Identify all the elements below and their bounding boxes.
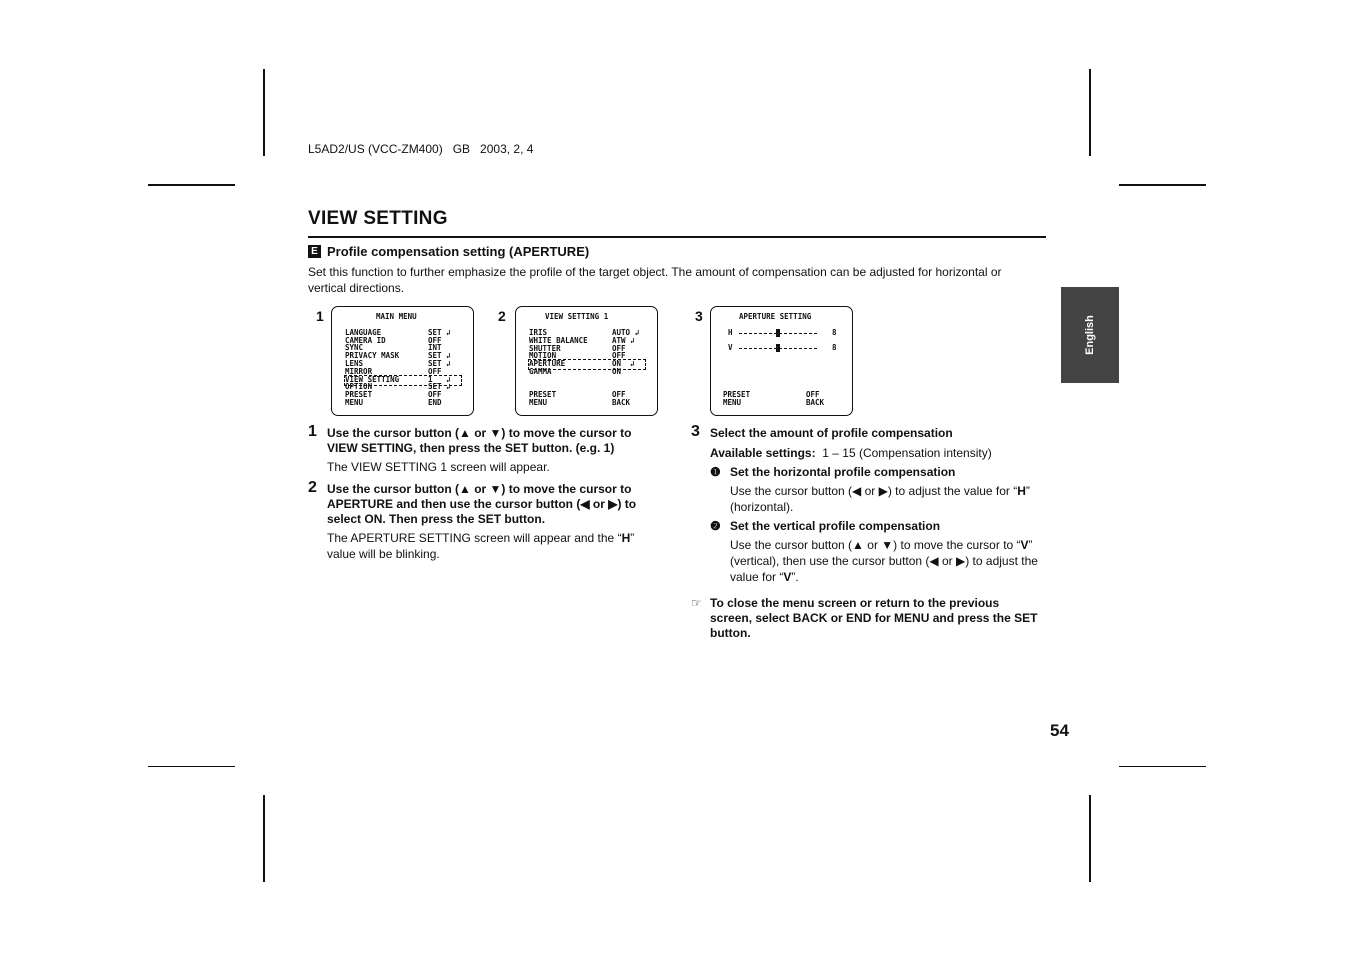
substep-1 (710, 465, 1046, 515)
step-instruction: Use the cursor button (▲ or ▼) to move the cursor to APERTURE and then use the cursor button (◀ or ▶) to select ON. Then press the SET button. (327, 482, 637, 526)
page-title: VIEW SETTING (308, 208, 448, 229)
menu-label: PRESET (723, 390, 751, 399)
v-level-marker (776, 344, 780, 352)
note (691, 596, 1041, 641)
substep-title: Set the vertical profile compensation (730, 519, 941, 533)
step-instruction: Use the cursor button (▲ or ▼) to move the cursor to VIEW SETTING, then press the SET button. (e.g. 1) (327, 426, 632, 455)
section-heading-text: Profile compensation setting (APERTURE) (327, 244, 590, 259)
step-3 (691, 423, 1046, 585)
menu-label: MENU (529, 398, 548, 407)
menu-label: CAMERA ID (345, 336, 386, 345)
step-1 (308, 423, 648, 475)
menu-label: SHUTTER (529, 344, 561, 353)
step-number: 2 (308, 479, 317, 496)
crop-mark (148, 184, 235, 186)
menu-value: ON ↲ (612, 359, 635, 368)
substep-text: Use the cursor button (▲ or ▼) to move the cursor to “V” (vertical), then use the cursor button (◀ or ▶) to adjust the value for “V”. (730, 538, 1038, 584)
crop-mark (148, 766, 235, 767)
menu-label: LANGUAGE (345, 328, 382, 337)
menu-label: MIRROR (345, 367, 373, 376)
menu-value: OFF (428, 336, 442, 345)
step-note: The VIEW SETTING 1 screen will appear. (327, 460, 550, 474)
menu-value: SET ↲ (428, 359, 451, 368)
screen-number: 3 (695, 308, 703, 324)
screen-number: 2 (498, 308, 506, 324)
menu-label: IRIS (529, 328, 548, 337)
screen-title: MAIN MENU (376, 312, 417, 321)
section-letter-badge: E (308, 245, 321, 258)
step-instruction: Select the amount of profile compensation (710, 426, 953, 440)
h-level-marker (776, 329, 780, 337)
step-number: 1 (308, 423, 317, 440)
menu-value: OFF (612, 344, 626, 353)
screen-title: APERTURE SETTING (739, 312, 812, 321)
menu-label: OPTION (345, 382, 373, 391)
note-text: To close the menu screen or return to the previous screen, select BACK or END for MENU and press the SET button. (710, 596, 1038, 640)
menu-label: PRESET (345, 390, 373, 399)
menu-value: BACK (612, 398, 631, 407)
menu-value: BACK (806, 398, 825, 407)
menu-label: WHITE BALANCE (529, 336, 588, 345)
substep-number: ❷ (710, 519, 721, 533)
menu-value: ON (612, 367, 622, 376)
menu-value: 1 ↲ (428, 375, 451, 384)
screen-number: 1 (316, 308, 324, 324)
pointing-hand-icon: ☞ (691, 596, 702, 610)
menu-label: VIEW SETTING (345, 375, 400, 384)
osd-screen-aperture-setting (710, 306, 853, 416)
substep-text: Use the cursor button (◀ or ▶) to adjust the value for “H” (horizontal). (730, 484, 1030, 514)
menu-value: OFF (428, 367, 442, 376)
language-tab-label: English (1084, 315, 1096, 355)
menu-label: APERTURE (529, 359, 566, 368)
menu-label: MENU (723, 398, 742, 407)
substep-2 (710, 519, 1046, 585)
title-rule (308, 236, 1046, 238)
menu-value: INT (428, 343, 442, 352)
menu-label: MENU (345, 398, 364, 407)
menu-value: AUTO ↲ (612, 328, 640, 337)
menu-value: SET ↲ (428, 328, 451, 337)
menu-value: OFF (428, 390, 442, 399)
substep-number: ❶ (710, 465, 721, 479)
menu-value: OFF (806, 390, 820, 399)
menu-value: SET ↲ (428, 351, 451, 360)
crop-mark (1089, 795, 1091, 882)
menu-label: PRIVACY MASK (345, 351, 400, 360)
menu-value: SET ↲ (428, 382, 451, 391)
substep-title: Set the horizontal profile compensation (730, 465, 956, 479)
osd-screen-view-setting (515, 306, 658, 416)
menu-value: OFF (612, 351, 626, 360)
available-settings: Available settings: 1 – 15 (Compensation intensity) (710, 446, 992, 460)
osd-screen-main-menu (331, 306, 474, 416)
menu-value: OFF (612, 390, 626, 399)
menu-label: PRESET (529, 390, 557, 399)
menu-value: ATW ↲ (612, 336, 635, 345)
page-number: 54 (1050, 721, 1069, 740)
level-value: 8 (832, 328, 837, 337)
level-label: H (728, 328, 733, 337)
menu-label: GAMMA (529, 367, 552, 376)
level-value: 8 (832, 343, 837, 352)
screen-title: VIEW SETTING 1 (545, 312, 609, 321)
intro-text: Set this function to further emphasize the profile of the target object. The amount of compensation can be adjusted for horizontal or vertical directions. (308, 265, 1002, 295)
menu-label: MOTION (529, 351, 557, 360)
crop-mark (1089, 69, 1091, 156)
menu-value: END (428, 398, 442, 407)
step-note: The APERTURE SETTING screen will appear and the “H” value will be blinking. (327, 531, 635, 561)
level-label: V (728, 343, 733, 352)
crop-mark (263, 795, 265, 882)
section-heading (308, 244, 589, 259)
crop-mark (1119, 184, 1206, 186)
menu-label: SYNC (345, 343, 364, 352)
crop-mark (1119, 766, 1206, 767)
header-code: L5AD2/US (VCC-ZM400) GB 2003, 2, 4 (308, 142, 534, 156)
language-tab (1061, 287, 1119, 383)
step-number: 3 (691, 423, 700, 440)
crop-mark (263, 69, 265, 156)
step-2 (308, 479, 653, 562)
menu-label: LENS (345, 359, 364, 368)
